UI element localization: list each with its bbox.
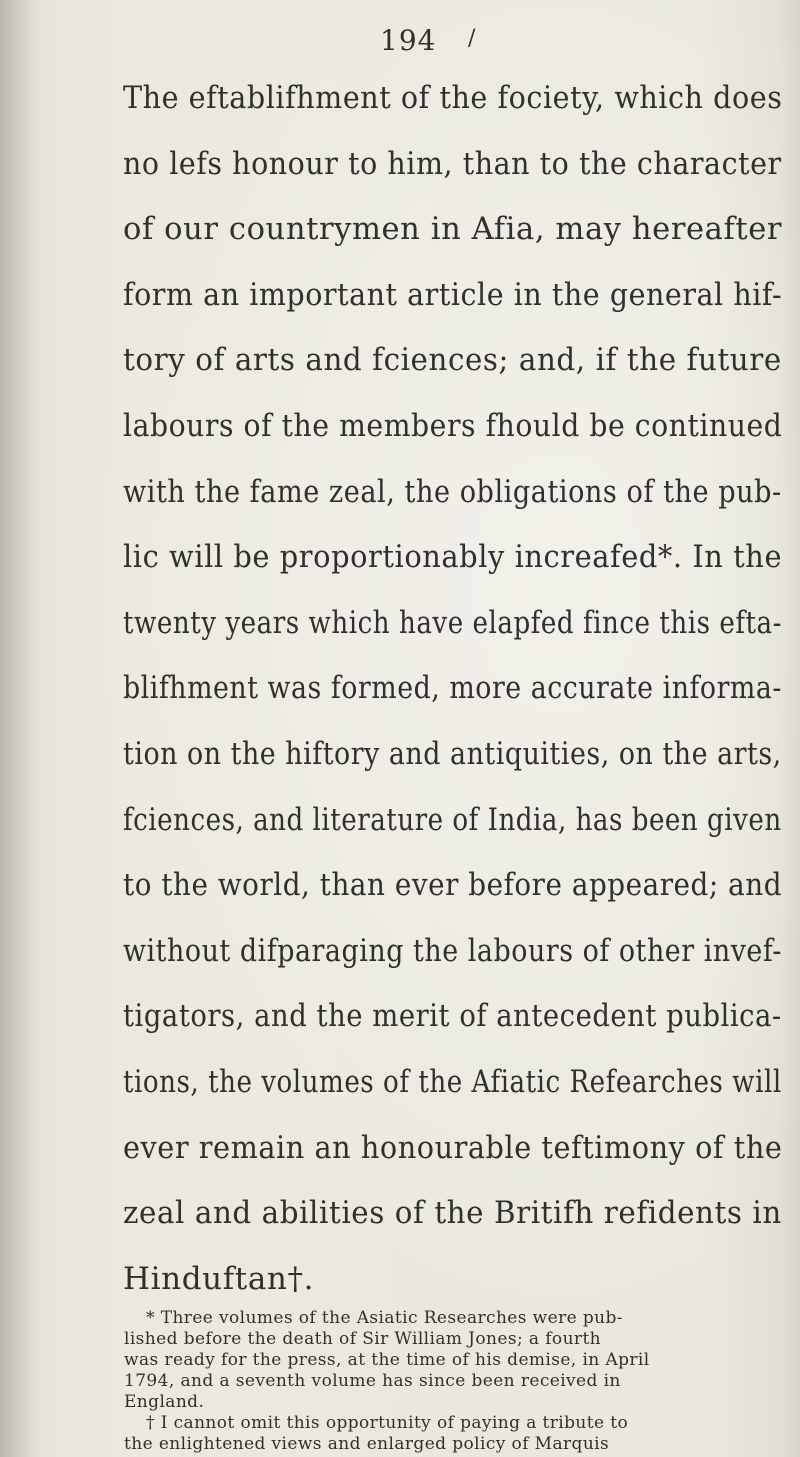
body-line: with the fame zeal, the obligations of the pub- (123, 473, 782, 510)
body-line: The eftablifhment of the fociety, which does (123, 80, 783, 116)
body-line: tigators, and the merit of antecedent publica- (123, 998, 782, 1035)
body-line: twenty years which have elapfed fince this efta- (123, 604, 782, 641)
body-line: without difparaging the labours of other invef- (123, 932, 783, 969)
body-line: ever remain an honourable teftimony of the (123, 1129, 783, 1166)
body-line: form an important article in the general hif- (123, 276, 783, 313)
footnote-line: England. (124, 1392, 205, 1412)
footnote-line: † I cannot omit this opportunity of paying a tribute to (146, 1413, 629, 1433)
body-line: zeal and abilities of the Britifh refidents in (123, 1195, 782, 1232)
body-line: blifhment was formed, more accurate informa- (123, 670, 782, 707)
footnote-line: * Three volumes of the Asiatic Researches were pub- (146, 1308, 623, 1328)
page-mark: / (468, 26, 476, 51)
body-line: tion on the hiftory and antiquities, on the arts, (123, 736, 782, 772)
body-line: of our countrymen in Afia, may hereafter (123, 211, 783, 248)
body-line: fciences, and literature of India, has been given (123, 801, 782, 838)
body-line: no lefs honour to him, than to the character (123, 145, 782, 182)
page-number: 194 (380, 24, 437, 57)
footnote-line: 1794, and a seventh volume has since been received in (124, 1371, 621, 1391)
body-line: tory of arts and fciences; and, if the future (123, 342, 782, 379)
page-gutter-shadow (0, 0, 40, 1457)
body-line: lic will be proportionably increafed*. In the (123, 539, 783, 576)
footnote-line: lished before the death of Sir William Jones; a fourth (124, 1329, 602, 1349)
footnote-line: was ready for the press, at the time of his demise, in April (124, 1350, 650, 1370)
body-line: to the world, than ever before appeared; and (123, 867, 783, 904)
footnote-line: the enlightened views and enlarged policy of Marquis (124, 1434, 610, 1454)
body-line: Hinduftan†. (123, 1260, 315, 1297)
body-line: tions, the volumes of the Afiatic Refearches will (123, 1064, 782, 1100)
body-line: labours of the members fhould be continued (123, 408, 783, 444)
